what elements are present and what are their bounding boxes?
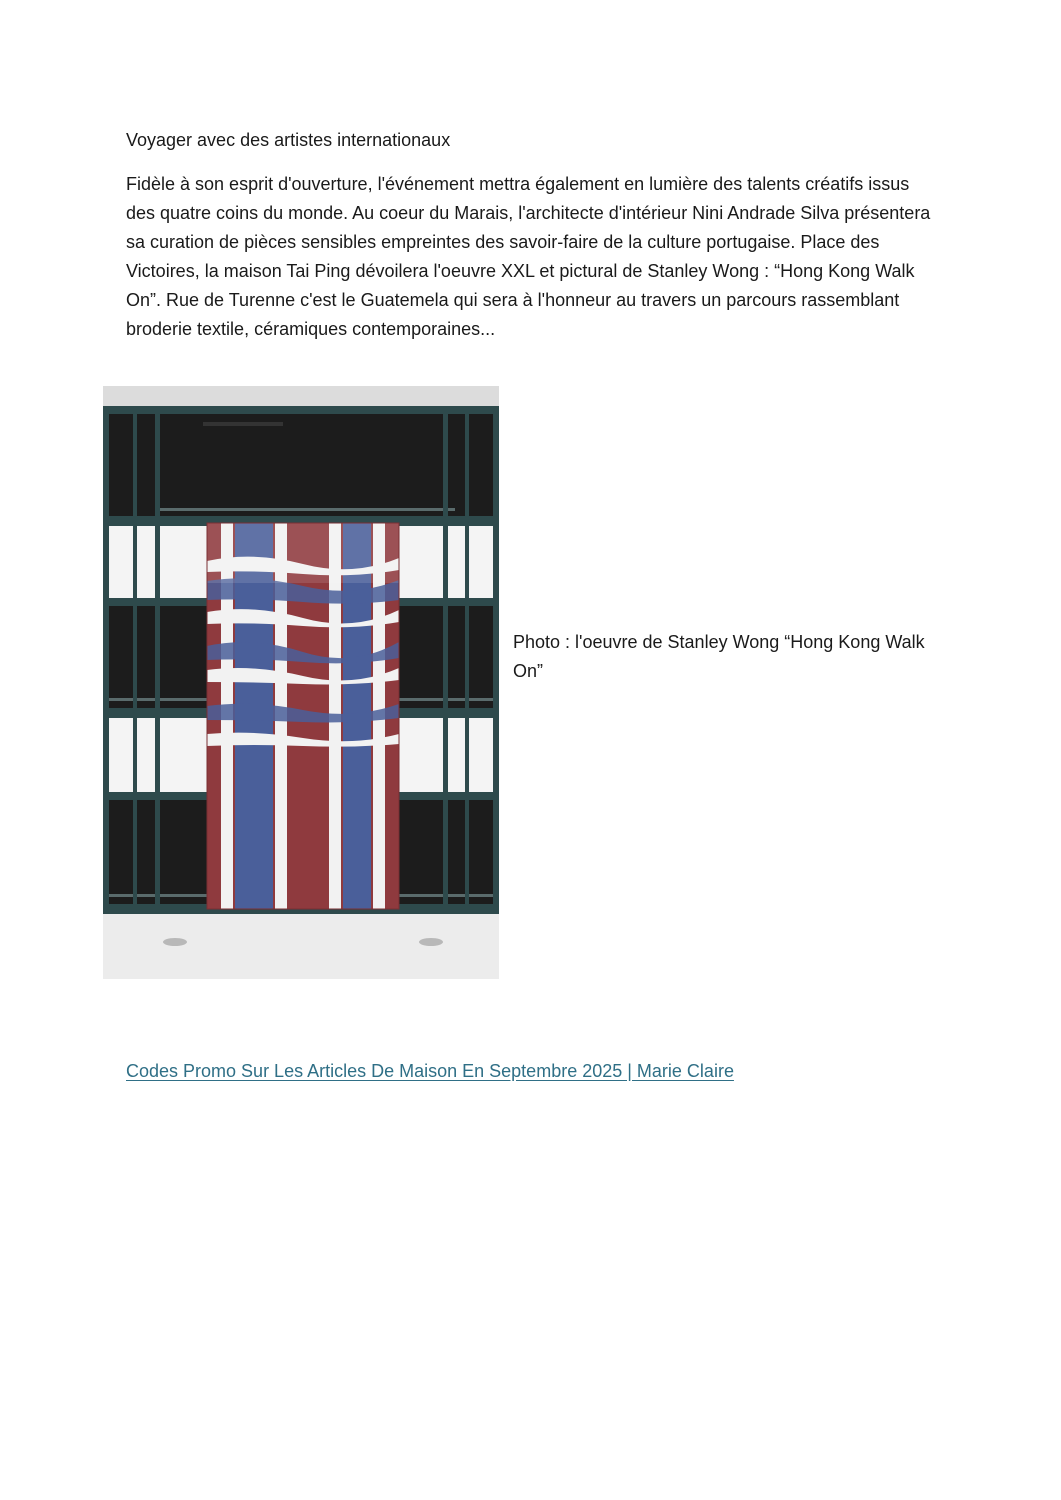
- section-heading: Voyager avec des artistes internationaux: [126, 130, 451, 150]
- source-link[interactable]: Codes Promo Sur Les Articles De Maison En Septembre 2025 | Marie Claire: [126, 1061, 734, 1081]
- tapestry-artwork: [207, 523, 399, 909]
- figure-caption: Photo : l'oeuvre de Stanley Wong “Hong Kong Walk On”: [513, 632, 925, 681]
- artwork-photo: [103, 386, 499, 979]
- body-paragraph: Fidèle à son esprit d'ouverture, l'événement mettra également en lumière des talents créatifs issus des quatre coins du monde. Au coeur du Marais, l'architecte d'intérieur Nini Andrade Silva présentera sa curation de pièces sensibles empreintes des savoir-faire de la culture portugaise. Place des Victoires, la maison Tai Ping dévoilera l'oeuvre XXL et pictural de Stanley Wong : “Hong Kong Walk On”. Rue de Turenne c'est le Guatemela qui sera à l'honneur au travers un parcours rassemblant broderie textile, céramiques contemporaines...: [126, 174, 931, 339]
